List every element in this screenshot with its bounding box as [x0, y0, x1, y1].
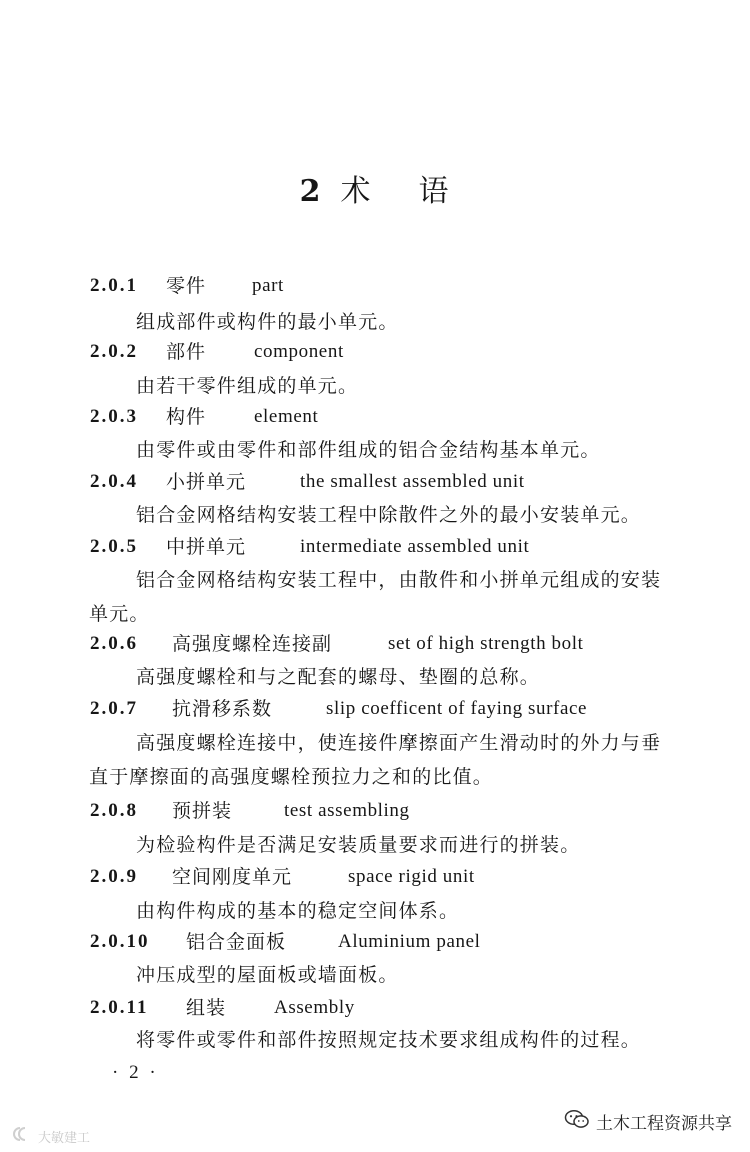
term-definition	[136, 433, 601, 467]
term-zh: 预拼装	[172, 800, 233, 822]
term-en: slip coefficent of faying surface	[326, 698, 588, 719]
term-code: 2.0.9	[90, 866, 138, 887]
definition-line: 冲压成型的屋面板或墙面板。	[136, 964, 399, 986]
logo-icon	[10, 1126, 34, 1146]
term-definition	[136, 660, 540, 694]
term-code: 2.0.1	[90, 275, 138, 296]
term-definition	[136, 305, 399, 339]
term-zh: 空间刚度单元	[172, 866, 293, 888]
watermark-right-text: 土木工程资源共享	[596, 1114, 732, 1134]
term-en: element	[254, 406, 319, 427]
term-en: Assembly	[274, 997, 355, 1018]
term-en: space rigid unit	[348, 866, 475, 887]
wechat-icon	[564, 1109, 590, 1134]
definition-line: 高强度螺栓连接中，使连接件摩擦面产生滑动时的外力与垂	[136, 732, 662, 754]
definition-line: 单元。	[89, 603, 150, 625]
definition-line: 高强度螺栓和与之配套的螺母、垫圈的总称。	[136, 666, 541, 688]
term-code: 2.0.6	[90, 633, 138, 654]
term-definition	[136, 828, 580, 862]
term-zh: 铝合金面板	[186, 931, 287, 953]
term-code: 2.0.10	[90, 931, 150, 952]
watermark-left-text: 大敏建工	[38, 1130, 91, 1146]
definition-line: 直于摩擦面的高强度螺栓预拉力之和的比值。	[89, 766, 494, 788]
definition-line: 由构件构成的基本的稳定空间体系。	[136, 900, 460, 922]
term-definition	[136, 369, 358, 403]
chapter-title-char-2: 语	[418, 174, 451, 209]
term-en: part	[252, 275, 284, 296]
term-definition	[136, 498, 641, 532]
term-zh: 高强度螺栓连接副	[172, 633, 333, 655]
term-zh: 小拼单元	[166, 471, 247, 493]
watermark-left	[10, 1126, 90, 1146]
chapter-title-char-1: 术	[340, 174, 373, 209]
term-en: test assembling	[284, 800, 410, 821]
definition-line: 为检验构件是否满足安装质量要求而进行的拼装。	[136, 834, 581, 856]
term-code: 2.0.5	[90, 536, 138, 557]
page-number: · 2 ·	[112, 1062, 159, 1083]
term-zh: 抗滑移系数	[172, 698, 273, 720]
term-en: the smallest assembled unit	[300, 471, 525, 492]
term-definition	[136, 1023, 641, 1057]
term-definition	[136, 958, 399, 992]
term-zh: 组装	[186, 997, 227, 1019]
term-definition	[89, 563, 662, 631]
definition-line: 由零件或由零件和部件组成的铝合金结构基本单元。	[136, 439, 601, 461]
definition-line: 由若干零件组成的单元。	[136, 375, 359, 397]
term-definition	[136, 894, 459, 928]
term-code: 2.0.7	[90, 698, 138, 719]
definition-line: 铝合金网格结构安装工程中除散件之外的最小安装单元。	[136, 504, 642, 526]
term-code: 2.0.11	[90, 997, 149, 1018]
term-en: set of high strength bolt	[388, 633, 584, 654]
definition-line: 组成部件或构件的最小单元。	[136, 311, 399, 333]
term-en: component	[254, 341, 344, 362]
definition-line: 将零件或零件和部件按照规定技术要求组成构件的过程。	[136, 1029, 642, 1051]
term-zh: 中拼单元	[166, 536, 247, 558]
chapter-title	[0, 166, 750, 210]
term-en: intermediate assembled unit	[300, 536, 530, 557]
term-code: 2.0.4	[90, 471, 138, 492]
term-zh: 零件	[166, 275, 207, 297]
term-code: 2.0.8	[90, 800, 138, 821]
definition-line: 铝合金网格结构安装工程中，由散件和小拼单元组成的安装	[136, 569, 662, 591]
term-en: Aluminium panel	[338, 931, 481, 952]
term-definition	[89, 726, 662, 794]
chapter-number: 2	[299, 174, 323, 209]
term-zh: 构件	[166, 406, 207, 428]
watermark-right	[564, 1109, 732, 1134]
term-code: 2.0.3	[90, 406, 138, 427]
term-code: 2.0.2	[90, 341, 138, 362]
term-zh: 部件	[166, 341, 207, 363]
